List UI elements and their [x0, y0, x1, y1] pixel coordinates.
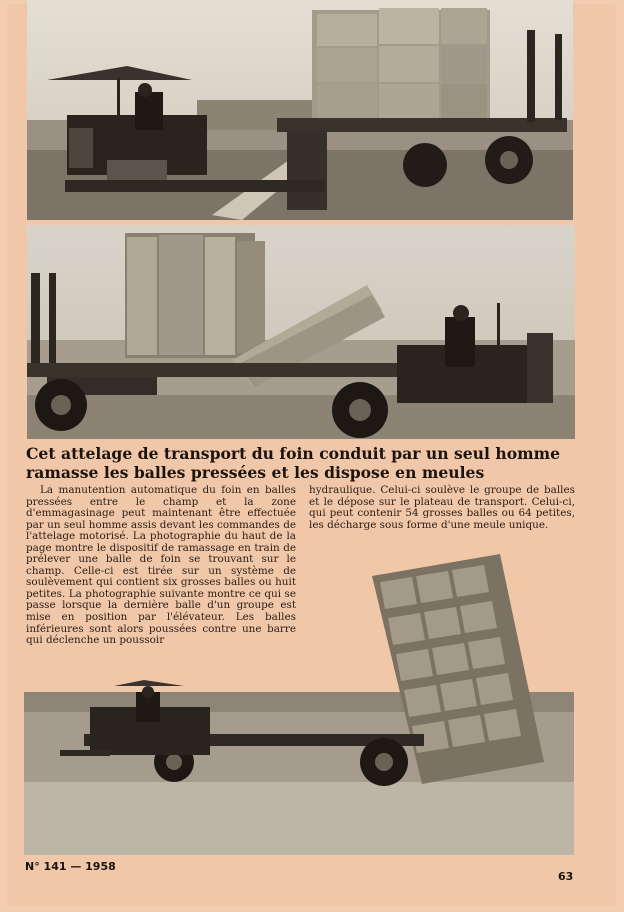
photo-middle-image [27, 225, 575, 439]
photo-top-hay-pickup [27, 0, 573, 220]
photo-top-image [27, 0, 573, 220]
issue-number: N° 141 — 1958 [25, 860, 116, 873]
photo-bottom-image [24, 552, 574, 855]
photo-bottom-stack-unload [24, 552, 574, 855]
article-body-left-column: La manutention automatique du foin en balles pressées entre le champ et la zone d'emmagasinage peut maintenant être effectuée par un seul homme assis devant les commandes de l'attelage motorisé. La photographie du haut de la page montre le dispositif de ramassage en train de prélever une balle de foin se trouvant sur le champ. Celle-ci est tirée sur un système de soulèvement qui contient six grosses balles ou huit petites. La photographie suivante montre ce qui se passe lorsque la dernière balle d'un groupe est mise en position par l'élévateur. Les balles inférieures sont alors poussées contre une barre qui déclenche un poussoir [26, 484, 296, 647]
article-headline: Cet attelage de transport du foin conduit par un seul homme ramasse les balles pressées et les dispose en meules [26, 444, 561, 482]
article-body-right-column: hydraulique. Celui-ci soulève le groupe de balles et le dépose sur le plateau de transport. Celui-ci, qui peut contenir 54 grosses balles ou 64 petites, les décharge sous forme d'une meule unique. [309, 484, 575, 531]
photo-middle-bale-lift [27, 225, 575, 439]
page-number: 63 [558, 870, 574, 883]
